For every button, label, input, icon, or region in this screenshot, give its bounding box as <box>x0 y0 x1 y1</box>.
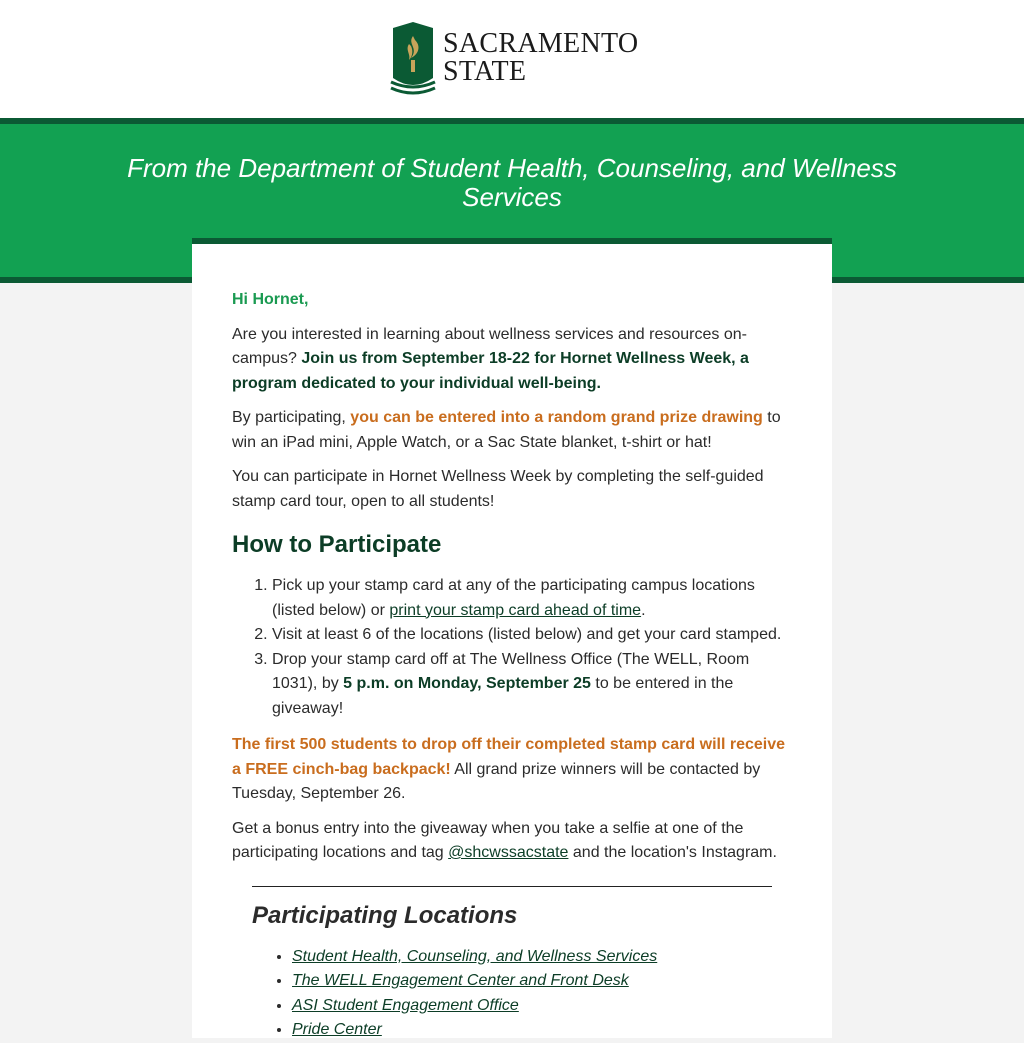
prize-text-start: By participating, <box>232 409 346 426</box>
step-1-text: Pick up your stamp card at any of the participating campus locations (listed below) or <box>272 577 755 619</box>
location-link[interactable]: Student Health, Counseling, and Wellness Services <box>292 947 658 965</box>
steps-list <box>232 574 792 721</box>
list-item <box>292 994 792 1019</box>
tour-paragraph: You can participate in Hornet Wellness Week by completing the self-guided stamp card tour, open to all students! <box>232 468 764 510</box>
print-stamp-card-link[interactable]: print your stamp card ahead of time <box>389 601 642 619</box>
intro-paragraph <box>232 323 792 397</box>
prize-highlight: you can be entered into a random grand prize drawing <box>350 409 763 426</box>
sacramento-state-logo[interactable] <box>389 22 639 96</box>
location-link[interactable]: The WELL Engagement Center and Front Desk <box>292 972 629 989</box>
locations-list <box>232 945 792 1043</box>
step-3-text: Drop your stamp card off at The Wellness Office (The WELL, Room 1031), by <box>272 650 750 692</box>
step-item <box>272 574 792 623</box>
banner-title: From the Department of Student Health, Counseling, and Wellness Services <box>127 153 897 212</box>
logo-line-2: STATE <box>443 56 527 87</box>
logo-line-1: SACRAMENTO <box>443 28 639 59</box>
location-link[interactable]: Pride Center <box>292 1021 382 1038</box>
location-link[interactable]: ASI Student Engagement Office <box>292 996 519 1014</box>
logo-wordmark <box>443 30 638 86</box>
backpack-paragraph <box>232 733 792 807</box>
message-body <box>232 288 792 1043</box>
bonus-paragraph <box>232 817 792 866</box>
list-item <box>292 1018 792 1043</box>
step-1-end: . <box>641 601 646 619</box>
message-card <box>192 238 832 1038</box>
list-item <box>292 945 792 970</box>
locations-heading: Participating Locations <box>252 901 518 929</box>
prize-text-end: to win an iPad mini, Apple Watch, or a Sac State blanket, t-shirt or hat! <box>232 409 781 451</box>
intro-text: Are you interested in learning about wellness services and resources on-campus? <box>232 325 747 367</box>
intro-bold: Join us from September 18-22 for Hornet Wellness Week, a program dedicated to your individual well-being. <box>232 350 749 392</box>
winners-text: All grand prize winners will be contacted by Tuesday, September 26. <box>232 760 761 802</box>
torch-shield-icon <box>389 22 437 96</box>
backpack-highlight: The first 500 students to drop off their completed stamp card will receive a FREE cinch-bag backpack! <box>232 736 786 778</box>
email-header <box>0 0 1024 118</box>
prize-paragraph <box>232 406 792 455</box>
how-to-heading: How to Participate <box>232 531 442 558</box>
step-item <box>272 648 792 722</box>
greeting: Hi Hornet, <box>232 291 309 308</box>
list-item <box>292 969 792 994</box>
step-item: 2. Visit at least 6 of the locations (listed below) and get your card stamped. <box>272 623 792 648</box>
step-3-end: to be entered in the giveaway! <box>272 675 734 717</box>
divider <box>252 886 772 887</box>
bonus-text: Get a bonus entry into the giveaway when you take a selfie at one of the participating locations and tag <box>232 819 744 861</box>
deadline-bold: 5 p.m. on Monday, September 25 <box>343 675 591 692</box>
bonus-text-end: and the location's Instagram. <box>572 844 777 861</box>
instagram-handle-link[interactable]: @shcwssacstate <box>448 844 569 861</box>
